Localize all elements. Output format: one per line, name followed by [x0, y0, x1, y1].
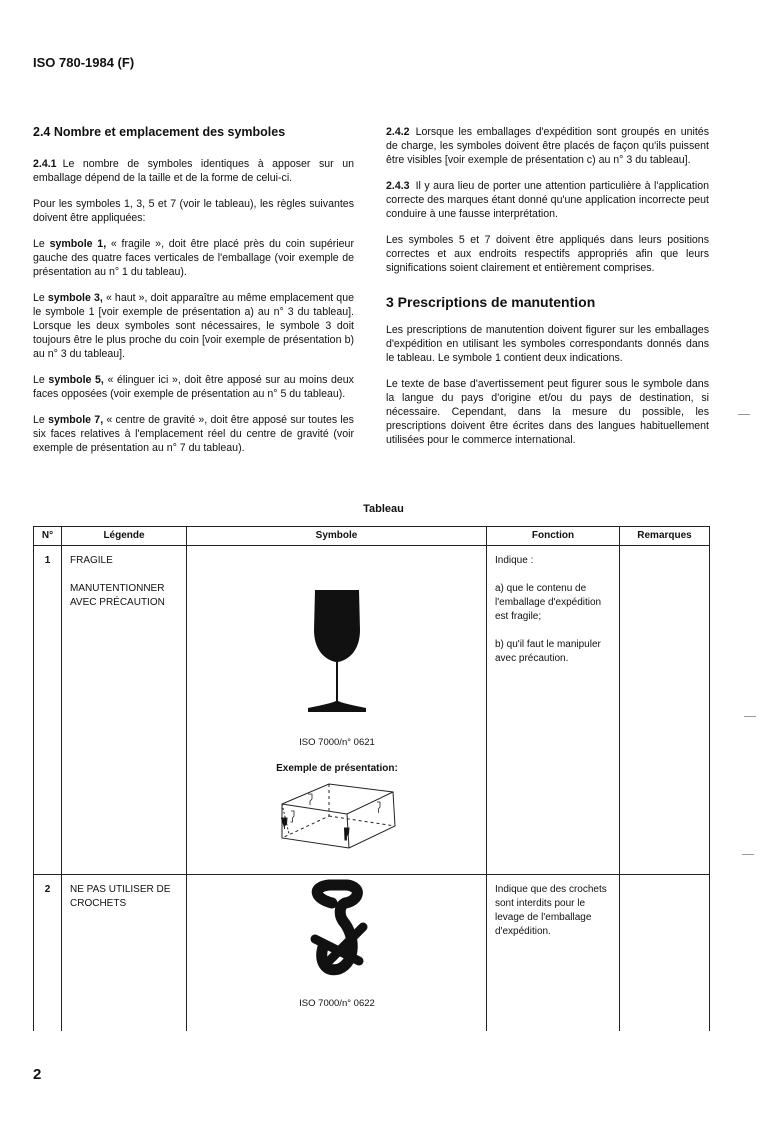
paragraph-symbols-5-7: Les symboles 5 et 7 doivent être appliqués dans leurs positions correctes et aux endroits respectifs appropriés afin que leurs significations soient clairement et entièrement comprises. — [386, 234, 709, 274]
margin-mark — [738, 414, 750, 415]
paragraph-rules: Pour les symboles 1, 3, 5 et 7 (voir le tableau), les règles suivantes doivent être appliquées: — [33, 198, 354, 224]
legend-handle-with-care: MANUTENTIONNER AVEC PRÉCAUTION — [70, 583, 165, 608]
example-label: Exemple de présentation: — [276, 763, 398, 774]
legend-fragile: FRAGILE — [70, 555, 113, 566]
symbol-cell — [187, 546, 487, 875]
header-legend: Légende — [62, 527, 187, 546]
le-text: Le — [33, 374, 45, 386]
paragraph-symbol-5 — [33, 373, 354, 401]
symbol-7-label: symbole 7, — [48, 414, 104, 426]
iso-reference: ISO 7000/n° 0622 — [299, 998, 375, 1009]
paragraph-symbol-3 — [33, 291, 354, 361]
paragraph-2-4-3 — [386, 179, 709, 221]
function-intro: Indique : — [495, 555, 534, 566]
section-2-4-heading: 2.4 Nombre et emplacement des symboles — [33, 125, 286, 139]
table-title: Tableau — [363, 503, 404, 515]
wine-glass-icon — [308, 590, 366, 712]
symbol-3-text: « haut », doit apparaître au même emplacement que le symbole 1 [voir exemple de présentation a) au n° 3 du tableau]. Lorsque les deux symboles sont nécessaires, le symbole 3 doit toujours être le plus proche du coin [voir exemple de présentation b) au n° 3 du tableau]. — [33, 292, 354, 360]
paragraph-section-3-2: Le texte de base d'avertissement peut figurer sous le symbole dans la langue du pays d'origine et/ou du pays de destination, si nécessaire. Cependant, dans la mesure du possible, les prescriptions doivent être écrites dans des langues habituellement utilisées pour le commerce international. — [386, 378, 709, 446]
symbol-3-label: symbole 3, — [47, 292, 103, 304]
left-column — [33, 125, 354, 467]
function-cell — [487, 546, 620, 875]
paragraph-section-3-1: Les prescriptions de manutention doivent figurer sur les emballages d'expédition en utilisant les symboles correspondants donnés dans le tableau. Le symbole 1 contient deux indications. — [386, 324, 709, 364]
iso-reference: ISO 7000/n° 0621 — [299, 737, 375, 748]
symbol-1-text: « fragile », doit être placé près du coin supérieur gauche des quatre faces verticales de l'emballage (voir exemple de présentation au n° 1 du tableau). — [33, 238, 354, 278]
table-row — [34, 546, 710, 875]
function-item-b: b) qu'il faut le manipuler avec précaution. — [495, 639, 601, 664]
clause-text: Lorsque les emballages d'expédition sont groupés en unités de charge, les symboles doivent être placés de façon qu'ils puissent être visibles [voir exemple de présentation c) au n° 3 du tableau]. — [386, 126, 709, 166]
function-text: Indique que des crochets sont interdits pour le levage de l'emballage d'expédition. — [495, 884, 607, 937]
legend-cell — [62, 546, 187, 875]
symbol-5-text: « élinguer ici », doit être apposé sur au moins deux faces opposées (voir exemple de présentation au n° 5 du tableau). — [33, 374, 354, 400]
symbol-7-text: « centre de gravité », doit être apposé sur toutes les six faces relatives à l'emplacement réel du centre de gravité (voir exemple de présentation au n° 7 du tableau). — [33, 414, 354, 454]
table-header-row — [34, 527, 710, 546]
le-text: Le — [33, 292, 45, 304]
remarks-cell — [620, 875, 710, 1032]
legend-cell — [62, 875, 187, 1032]
clause-number: 2.4.3 — [386, 180, 410, 192]
fragile-symbol-graphic — [187, 546, 487, 866]
symbol-cell — [187, 875, 487, 1032]
row-number: 2 — [34, 875, 62, 1032]
paragraph-symbol-1 — [33, 237, 354, 279]
symbol-1-label: symbole 1, — [49, 238, 107, 250]
document-header: ISO 780-1984 (F) — [33, 55, 135, 70]
function-item-a: a) que le contenu de l'emballage d'expédition est fragile; — [495, 583, 602, 622]
clause-text: Il y aura lieu de porter une attention particulière à l'application correcte des marques étant donné qu'une application incorrecte peut conduire à une fausse interprétation. — [386, 180, 709, 220]
row-number: 1 — [34, 546, 62, 875]
le-text: Le — [33, 238, 45, 250]
paragraph-2-4-1 — [33, 157, 354, 185]
section-3-heading: 3 Prescriptions de manutention — [386, 294, 596, 310]
header-remarks: Remarques — [620, 527, 710, 546]
symbol-5-label: symbole 5, — [48, 374, 104, 386]
margin-mark — [742, 854, 754, 855]
legend-no-hooks: NE PAS UTILISER DE CROCHETS — [70, 884, 171, 909]
clause-text: Le nombre de symboles identiques à apposer sur un emballage dépend de la taille et de la forme de celui-ci. — [33, 158, 354, 184]
clause-number: 2.4.1 — [33, 158, 57, 170]
remarks-cell — [620, 546, 710, 875]
right-column — [386, 125, 709, 459]
table-row — [34, 875, 710, 1032]
paragraph-2-4-2 — [386, 125, 709, 167]
header-function: Fonction — [487, 527, 620, 546]
symbols-table — [33, 526, 710, 1031]
example-box-icon — [281, 784, 395, 848]
page-number: 2 — [33, 1066, 42, 1083]
header-no: N° — [34, 527, 62, 546]
function-cell — [487, 875, 620, 1032]
clause-number: 2.4.2 — [386, 126, 410, 138]
le-text: Le — [33, 414, 45, 426]
header-symbol: Symbole — [187, 527, 487, 546]
paragraph-symbol-7 — [33, 413, 354, 455]
margin-mark — [744, 716, 756, 717]
